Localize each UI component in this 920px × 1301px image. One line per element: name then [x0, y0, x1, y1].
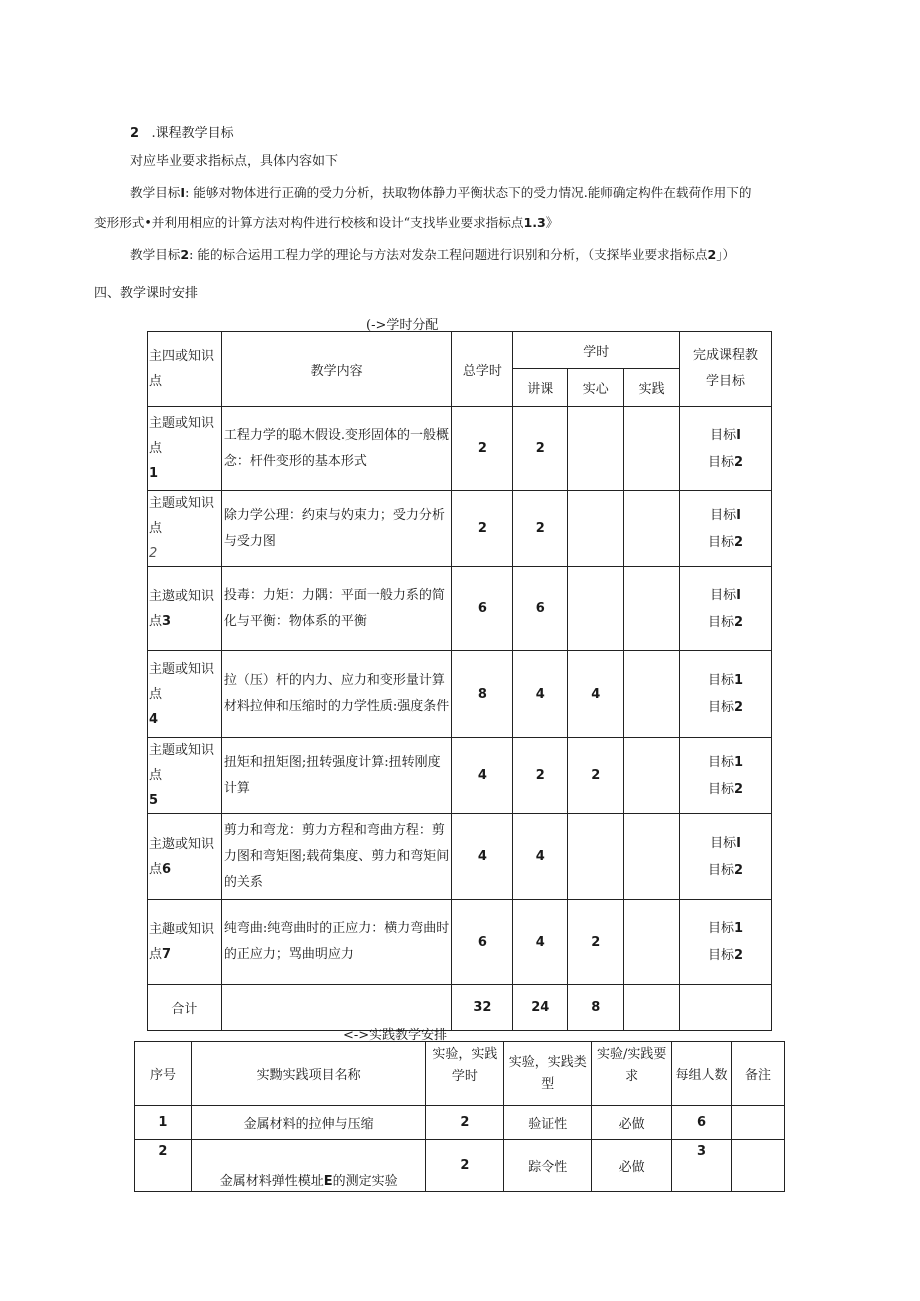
table-row: [148, 491, 772, 567]
row-req: 必做: [592, 1140, 672, 1192]
row-practice: [624, 814, 680, 900]
header-req: 实验/实践要求: [592, 1042, 672, 1106]
row-lab: [568, 491, 624, 567]
goal-1-cont: 变形形式•并利用相应的计算方法对构件进行校核和设计“支找毕业要求指标点1.3》: [94, 215, 559, 230]
header-group: 每组人数: [672, 1042, 732, 1106]
header-topic: 主四或知识点: [148, 332, 222, 407]
row-practice: [624, 738, 680, 814]
table-row: [148, 738, 772, 814]
row-lecture: 2: [513, 407, 568, 491]
row-note: [732, 1140, 785, 1192]
table-row: [148, 407, 772, 491]
section-2-intro: 对应毕业要求指标点，具体内容如下: [130, 154, 339, 169]
table-row: [148, 900, 772, 985]
goal-2: 教学目标2: 能的标合运用工程力学的理论与方法对发杂工程问题进行识别和分析，（支探毕业要求指标点2」）: [130, 247, 736, 262]
row-lab: 2: [568, 738, 624, 814]
header-note: 备注: [732, 1042, 785, 1106]
row-group: 6: [672, 1106, 732, 1140]
row-total: 8: [452, 651, 513, 738]
row-lecture: 6: [513, 567, 568, 651]
row-practice: [624, 651, 680, 738]
row-type: 验证性: [504, 1106, 592, 1140]
header-hours: 学时: [513, 332, 680, 369]
table1-caption: (->学时分配: [366, 318, 439, 333]
row-target: 目标1 目标2: [680, 900, 772, 985]
row-content: 扭矩和扭矩图;扭转强度计算:扭转刚度计算: [221, 738, 452, 814]
header-content: 教学内容: [221, 332, 452, 407]
header-seq: 序号: [135, 1042, 192, 1106]
row-target: 目标I 目标2: [680, 491, 772, 567]
row-practice: [624, 491, 680, 567]
header-total: 总学时: [452, 332, 513, 407]
row-target: 目标1 目标2: [680, 738, 772, 814]
row-target: 目标I 目标2: [680, 814, 772, 900]
row-content: 工程力学的聪木假设.变形固体的一般概念：杆件变形的基本形式: [221, 407, 452, 491]
header-target: 完成课程教学目标: [680, 332, 772, 407]
header-lab: 实心: [568, 369, 624, 407]
row-practice: [624, 407, 680, 491]
row-target: 目标1 目标2: [680, 651, 772, 738]
total-lecture: 24: [513, 985, 568, 1031]
total-target: [680, 985, 772, 1031]
header-name: 实黝实践项目名称: [191, 1042, 426, 1106]
row-total: 6: [452, 567, 513, 651]
row-seq: 1: [135, 1106, 192, 1140]
header-practice: 实践: [624, 369, 680, 407]
row-target: 目标I 目标2: [680, 567, 772, 651]
row-total: 6: [452, 900, 513, 985]
total-practice: [624, 985, 680, 1031]
row-target: 目标I 目标2: [680, 407, 772, 491]
table-row: [148, 567, 772, 651]
row-content: 除力学公理：约束与妁束力；受力分析与受力图: [221, 491, 452, 567]
row-content: 剪力和弯龙：剪力方程和弯曲方程：剪力图和弯矩图;载荷集度、剪力和弯矩间的关系: [221, 814, 452, 900]
row-lecture: 4: [513, 814, 568, 900]
table2-caption: <->实践教学安排: [343, 1028, 448, 1043]
row-content: 投毒：力矩：力隅：平面一般力系的简化与平衡：物体系的平衡: [221, 567, 452, 651]
row-topic: 主遨或知识点6: [148, 814, 222, 900]
row-topic: 主题或知识点 5: [148, 738, 222, 814]
row-hours: 2: [426, 1106, 504, 1140]
header-lecture: 讲课: [513, 369, 568, 407]
total-lab: 8: [568, 985, 624, 1031]
row-total: 4: [452, 738, 513, 814]
row-lab: 4: [568, 651, 624, 738]
table-row: [135, 1106, 785, 1140]
row-type: 踪令性: [504, 1140, 592, 1192]
row-name: 金属材料弹性模址E的测定实验: [191, 1140, 426, 1192]
row-lab: [568, 407, 624, 491]
row-seq: 2: [135, 1140, 192, 1192]
row-lab: 2: [568, 900, 624, 985]
table-row: [148, 651, 772, 738]
total-row: [148, 985, 772, 1031]
row-topic: 主题或知识点 1: [148, 407, 222, 491]
row-total: 2: [452, 407, 513, 491]
row-content: 纯弯曲:纯弯曲时的正应力：横力弯曲时的正应力；骂曲明应力: [221, 900, 452, 985]
row-lab: [568, 814, 624, 900]
row-req: 必做: [592, 1106, 672, 1140]
section-2-heading: 2 .课程教学目标: [130, 126, 234, 141]
row-name: 金属材料的拉伸与压缩: [191, 1106, 426, 1140]
header-hours: 实验，实践学时: [426, 1042, 504, 1106]
total-label: 合计: [148, 985, 222, 1031]
row-lecture: 2: [513, 491, 568, 567]
table-row: [148, 814, 772, 900]
row-topic: 主遨或知识点3: [148, 567, 222, 651]
goal-1: 教学目标I: 能够对物体进行正确的受力分析，扶取物体静力平衡状态下的受力情况.能师确定构件在载荷作用下的: [130, 185, 752, 200]
table-row: [135, 1140, 785, 1192]
row-lecture: 4: [513, 651, 568, 738]
header-type: 实验，实践类型: [504, 1042, 592, 1106]
row-topic: 主题或知识点 2: [148, 491, 222, 567]
row-topic: 主趣或知识点7: [148, 900, 222, 985]
row-lab: [568, 567, 624, 651]
row-practice: [624, 567, 680, 651]
row-total: 4: [452, 814, 513, 900]
row-hours: 2: [426, 1140, 504, 1192]
row-lecture: 4: [513, 900, 568, 985]
row-total: 2: [452, 491, 513, 567]
row-group: 3: [672, 1140, 732, 1192]
row-note: [732, 1106, 785, 1140]
row-content: 拉（压）杆的内力、应力和变形量计算材料拉伸和压缩时的力学性质:强度条件: [221, 651, 452, 738]
row-lecture: 2: [513, 738, 568, 814]
section-4-heading: 四、教学课时安排: [94, 286, 199, 301]
total-total: 32: [452, 985, 513, 1031]
row-topic: 主题或知识点 4: [148, 651, 222, 738]
practice-table: [134, 1041, 785, 1192]
row-practice: [624, 900, 680, 985]
hours-table: [147, 331, 772, 1031]
